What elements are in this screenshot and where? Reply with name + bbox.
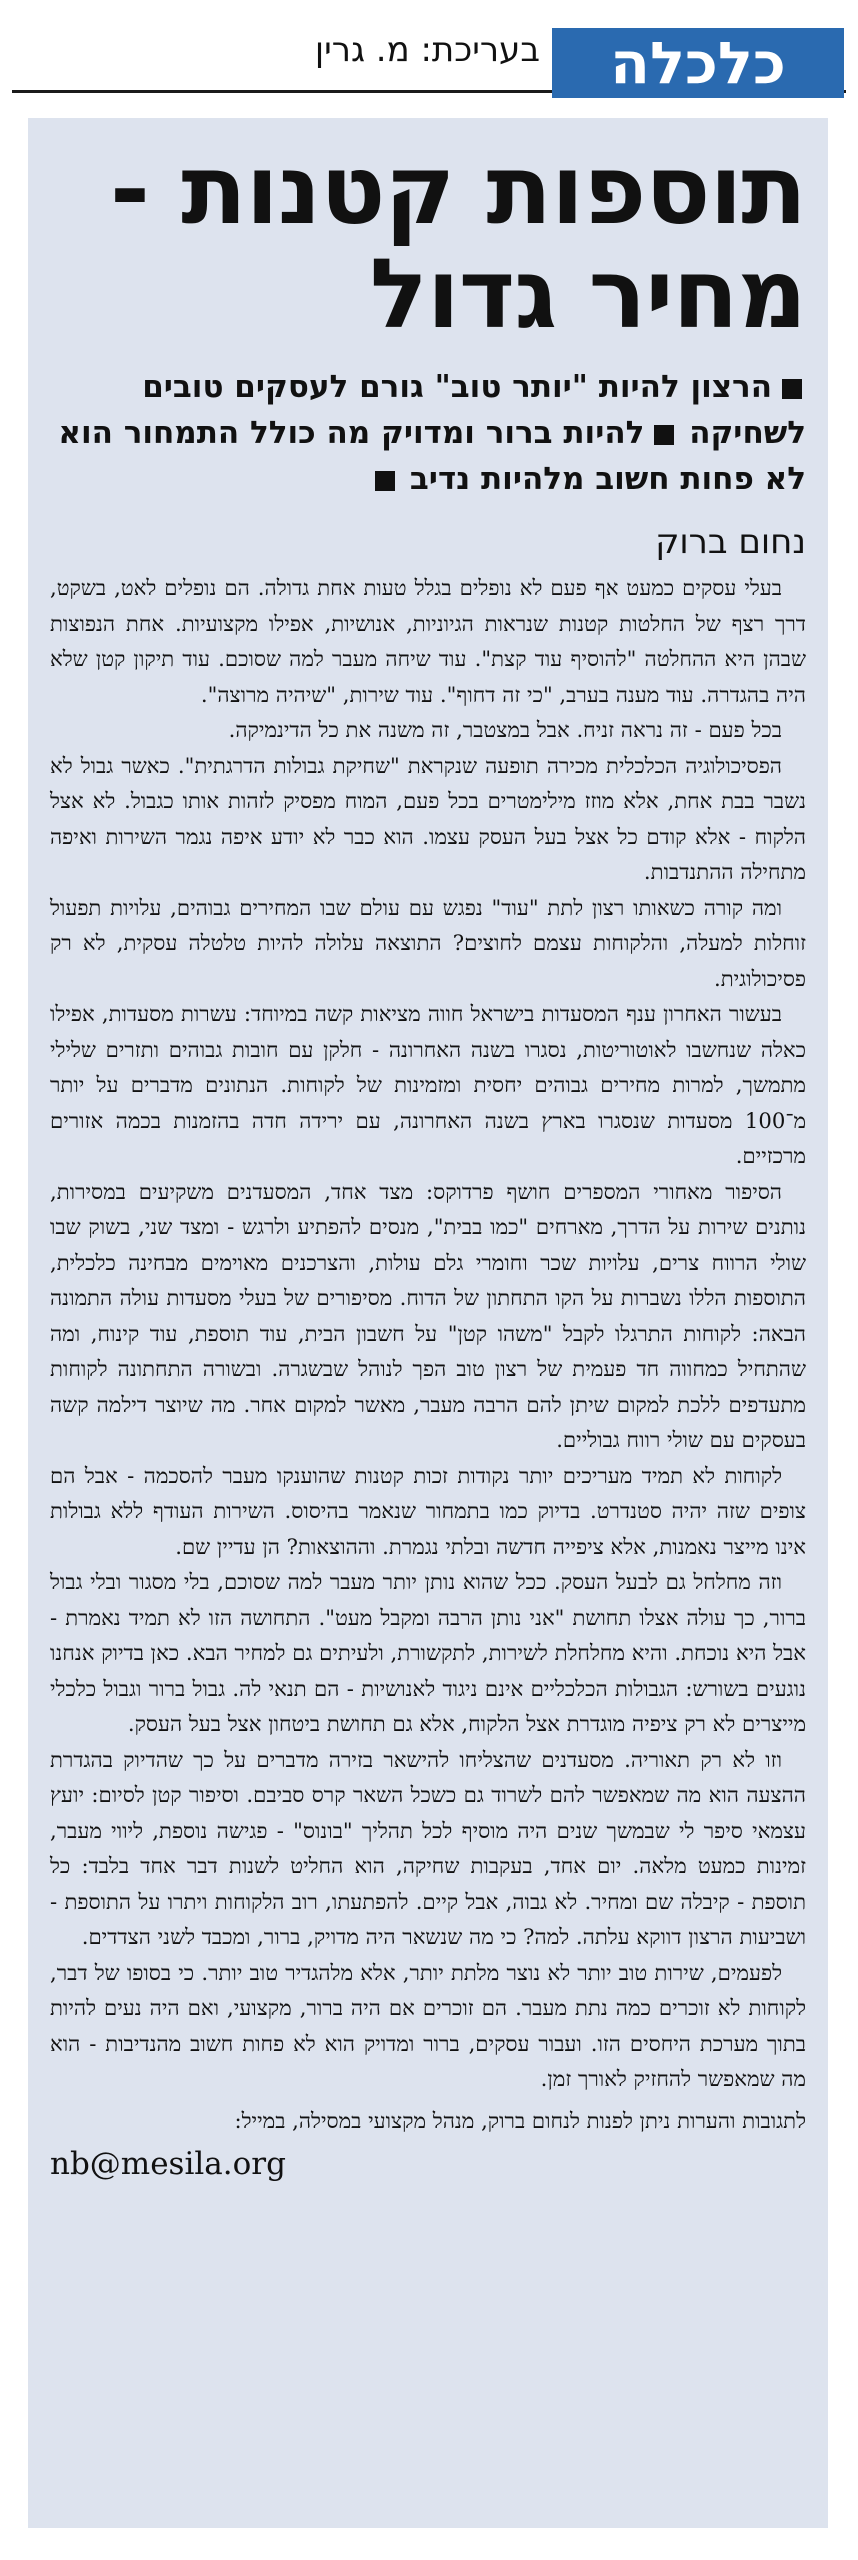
subhead-part-1: הרצון להיות "יותר טוב" גורם לעסקים טובים לשחיקה [142,369,806,451]
subheadline [50,364,806,502]
paragraph: בעלי עסקים כמעט אף פעם לא נופלים בגלל טעות אחת גדולה. הם נופלים לאט, בשקט, דרך רצף של החלטות קטנות שנראות הגיוניות, אנושיות, אפילו מקצועיות. אחת הנפוצות שבהן היא ההחלטה "להוסיף עוד קצת". עוד שיחה מעבר למה שסוכם. עוד תיקון קטן שלא היה בהגדרה. עוד מענה בערב, "כי זה דחוף". עוד שירות, "שיהיה מרוצה". [50,575,806,707]
article-body [50,570,806,2097]
section-header [0,28,858,104]
contact-email-link[interactable]: nb@mesila.org [50,2146,286,2182]
headline-line-2: מחיר גדול [369,238,806,350]
bullet-square-icon [654,425,674,445]
paragraph: וזו לא רק תאוריה. מסעדנים שהצליחו להישאר בזירה מדברים על כך שהדיוק בהגדרת ההצעה הוא מה שמאפשר להם לשרוד גם כשכל השאר קרס סביבם. וסיפור קטן לסיום: יועץ עצמאי סיפר לי שבמשך שנים היה מוסיף לכל תהליך "בונוס" - פגישה נוספת, ליווי מעבר, זמינות כמעט מלאה. יום אחד, בעקבות שחיקה, הוא החליט לשנות דבר אחד בלבד: כל תוספת - קיבלה שם ומחיר. לא גבוה, אבל קיים. להפתעתו, רוב הלקוחות ויתרו על התוספת - ושביעות הרצון דווקא עלתה. למה? כי מה שנשאר היה מדויק, ברור, ומכבד לשני הצדדים. [50,1746,806,1949]
paragraph: הסיפור מאחורי המספרים חושף פרדוקס: מצד אחד, המסעדנים משקיעים במסירות, נותנים שירות על הדרך, מארחים "כמו בבית", מנסים להפתיע ולרגש - ומצד שני, בשוק שבו שולי הרווח צרים, עלויות שכר וחומרי גלם עולות, והצרכנים מאוימים מבחינה כלכלית, התוספות הללו נשברות על הקו התחתון של הדוח. מסיפורים של בעלי מסעדות עולה התמונה הבאה: לקוחות התרגלו לקבל "משהו קטן" על חשבון הבית, עוד תוספת, עוד קינוח, ומה שהתחיל כמחווה חד פעמית של רצון טוב הפך לנוהל שבשגרה. ובשורה התחתונה לקוחות מתעדפים ללכת למקום שיתן להם הרבה מעבר, מאשר למקום אחר. מה שיוצר דילמה קשה בעסקים עם שולי רווח גבוליים. [50,1178,806,1452]
paragraph: וזה מחלחל גם לבעל העסק. ככל שהוא נותן יותר מעבר למה שסוכם, בלי מסגור ובלי גבול ברור, כך עולה אצלו תחושת "אני נותן הרבה ומקבל מעט". התחושה הזו לא תמיד נאמרת - אבל היא נוכחת. והיא מחלחלת לשירות, לתקשורת, ולעיתים גם למחיר הבא. כאן בדיוק אנחנו נוגעים בשורש: הגבולות הכלכליים אינם ניגוד לאנושיות - הם תנאי לה. גבול ברור וגבול כלכלי מייצרים לא רק ציפיה מוגדרת אצל הלקוח, אלא גם תחושת ביטחון אצל בעל העסק. [50,1569,806,1736]
bullet-square-icon [782,379,802,399]
editor-credit: בעריכת: מ. גרין [314,30,540,70]
paragraph: בעשור האחרון ענף המסעדות בישראל חווה מציאות קשה במיוחד: עשרות מסעדות, אפילו כאלה שנחשבו לאוטוריטות, נסגרו בשנה האחרונה - חלקן עם חובות גבוהים ותזרים שלילי מתמשך, למרות מחירים גבוהים יחסית ומזמינות של לקוחות. הנתונים מדברים על יותר מ־100 מסעדות שנסגרו בארץ בשנה האחרונה, עם ירידה חדה בהזמנות בכמה אזורים מרכזיים. [50,1001,806,1168]
subhead-part-2: להיות ברור ומדויק מה כולל התמחור הוא לא פחות חשוב מלהיות נדיב [58,415,806,497]
paragraph: לפעמים, שירות טוב יותר לא נוצר מלתת יותר, אלא מלהגדיר טוב יותר. כי בסופו של דבר, לקוחות לא זוכרים כמה נתת מעבר. הם זוכרים אם היה ברור, מקצועי, ואם היה נעים להיות בתוך מערכת היחסים הזו. ועבור עסקים, ברור ומדויק הוא לא פחות חשוב מהנדיבות - הוא מה שמאפשר להחזיק לאורך זמן. [50,1959,806,2091]
headline [50,134,806,350]
author-byline: נחום ברוק [655,522,806,562]
section-badge: כלכלה [552,28,844,98]
headline-line-1: תוספות קטנות - [109,134,806,246]
article-box [28,118,828,2528]
paragraph: לקוחות לא תמיד מעריכים יותר נקודות זכות קטנות שהוענקו מעבר להסכמה - אבל הם צופים שזה יהיה סטנדרט. בדיוק כמו בתמחור שנאמר בהיסוס. השירות העודף ללא גבולות אינו מייצר נאמנות, אלא ציפייה חדשה ובלתי נגמרת. וההוצאות? הן עדיין שם. [50,1462,806,1559]
bullet-square-icon [375,471,395,491]
paragraph: ומה קורה כשאותו רצון לתת "עוד" נפגש עם עולם שבו המחירים גבוהים, עלויות תפעול זוחלות למעלה, והלקוחות עצמם לחוצים? התוצאה עלולה להיות טלטלה עסקית, לא רק פסיכולוגית. [50,894,806,991]
paragraph: הפסיכולוגיה הכלכלית מכירה תופעה שנקראת "שחיקת גבולות הדרגתית". כאשר גבול לא נשבר בבת אחת, אלא מוזז מילימטרים בכל פעם, המוח מפסיק לזהות אותו כגבול. לא אצל הלקוח - אלא קודם כל אצל בעל העסק עצמו. הוא כבר לא יודע איפה נגמר השירות ואיפה מתחילה ההתנדבות. [50,752,806,884]
contact-note: לתגובות והערות ניתן לפנות לנחום ברוק, מנהל מקצועי במסילה, במייל: [234,2107,806,2133]
paragraph: בכל פעם - זה נראה זניח. אבל במצטבר, זה משנה את כל הדינמיקה. [228,717,782,742]
